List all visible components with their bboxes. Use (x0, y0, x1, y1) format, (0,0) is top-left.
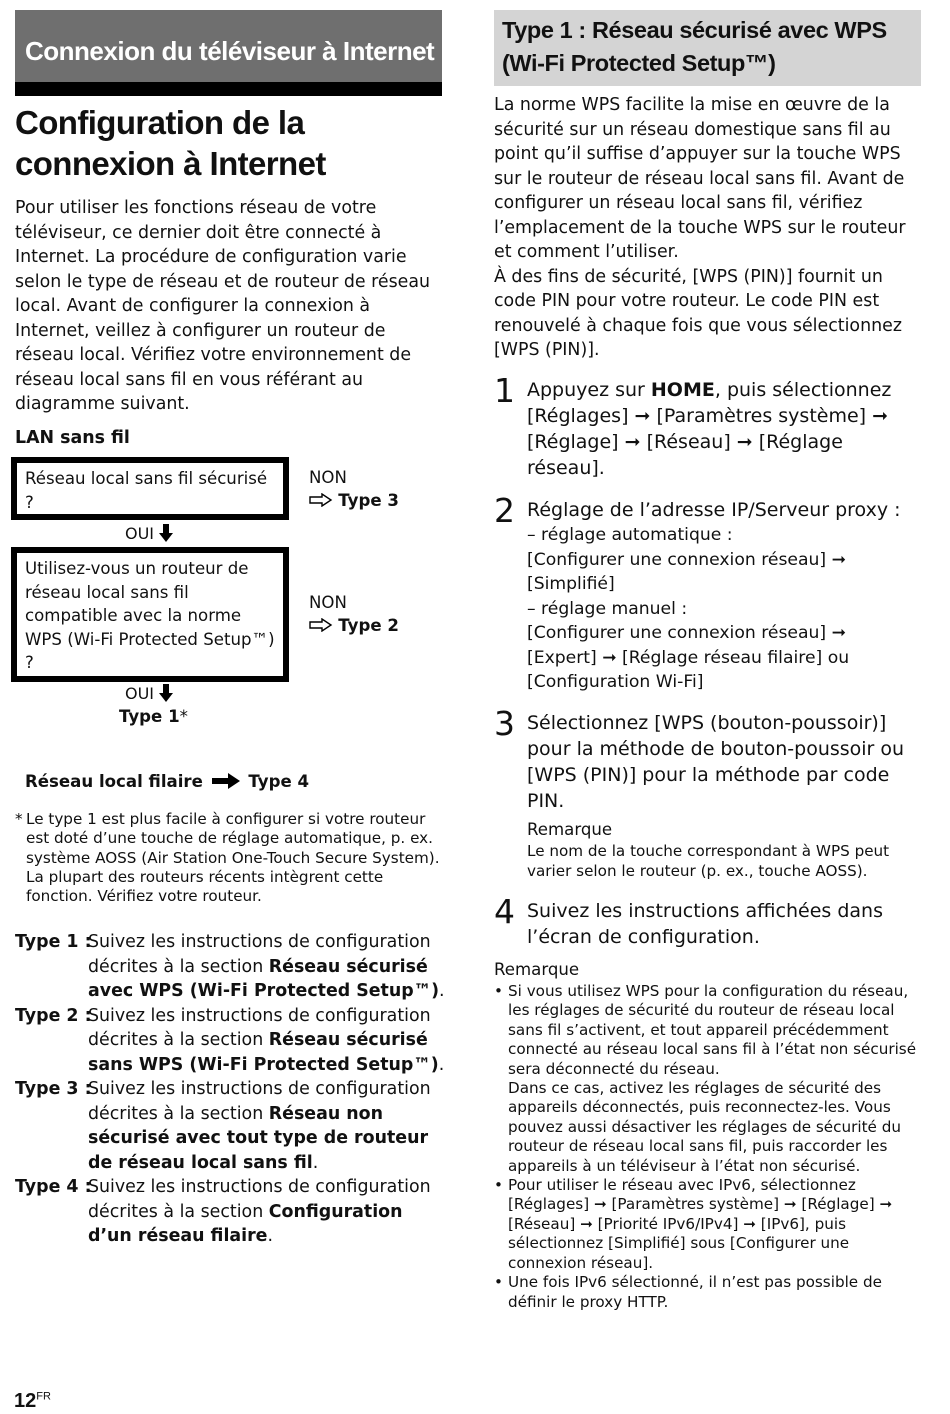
type-label: Type 4 : (15, 1177, 92, 1197)
step-title: Suivez les instructions affichées dans l’écran de configuration. (527, 900, 883, 948)
footnote (15, 810, 450, 906)
type-label: Type 2 : (15, 1005, 92, 1026)
footnote-marker: * (179, 707, 188, 726)
step-number: 3 (494, 704, 515, 743)
type-text: Suivez les instructions de configuration décrites à la section (88, 1005, 431, 1050)
footnote-text: Le type 1 est plus facile à configurer si votre routeur est doté d’une touche de réglage automatique, p. ex. système AOSS (Air Station One-Touch Secure System). La plupart des routeurs récents intègrent cette fonction. Vérifiez votre routeur. (26, 810, 440, 906)
bullet-icon: • (494, 1176, 503, 1195)
type-label: Type 3 : (15, 1079, 92, 1099)
type-link: Réseau non sécurisé avec tout type de routeur de réseau local sans fil (88, 1103, 429, 1173)
remark-text: Si vous utilisez WPS pour la configuration du réseau, les réglages de sécurité du routeur de réseau local sans fil s’activent, et tout appareil précédemment connecté au réseau local sans fil à l’état non sécurisé sera déconnecté du réseau. (508, 982, 917, 1078)
flow-wired-label: Réseau local filaire (25, 772, 203, 791)
page-number-value: 12 (14, 1390, 37, 1412)
type-end: . (439, 981, 445, 1001)
page-number (14, 1390, 51, 1413)
flow-yes-branch-2 (125, 684, 173, 703)
type-end: . (267, 1226, 274, 1246)
flow-target-type2: Type 2 (338, 616, 399, 635)
wps-intro (494, 93, 924, 363)
flow-question-secured-text: Réseau local sans fil sécurisé ? (25, 469, 268, 512)
step-note (527, 818, 924, 881)
section-banner (15, 10, 442, 82)
step-4 (494, 892, 924, 950)
footnote-mark: * (15, 810, 23, 828)
remark-item (494, 1273, 924, 1312)
step-sub-line: [Simplifié] (527, 574, 615, 594)
type-text: Suivez les instructions de configuration décrites à la section (88, 932, 431, 977)
bullet-icon: • (494, 982, 503, 1000)
flow-no-label: NON (309, 468, 347, 487)
home-key-label: HOME (650, 379, 715, 401)
section-divider (15, 82, 442, 96)
type-list (15, 930, 445, 1249)
flow-target-type3: Type 3 (338, 491, 399, 510)
remark-text: Pour utiliser le réseau avec IPv6, sélectionnez [Réglages] ➞ [Paramètres système] ➞ [Réglage] ➞ [Réseau] ➞ [Priorité IPv6/IPv4] ➞ [IPv6], puis sélectionnez [Simplifié] sous [Configurer une connexion réseau]. (508, 1176, 893, 1272)
hollow-arrow-right-icon (309, 493, 333, 507)
step-title: Sélectionnez [WPS (bouton-poussoir)] pour la méthode de bouton-poussoir ou [WPS (PIN)] pour la méthode par code PIN. (527, 712, 905, 812)
remark-text-cont: Dans ce cas, activez les réglages de sécurité des appareils déconnectés, puis reconnectez-les. Vous pouvez aussi désactiver les réglages de sécurité du routeur de réseau local sans fil, puis raccorder les appareils à un téléviseur à l’état non sécurisé. (508, 1079, 901, 1175)
type-text: Suivez les instructions de configuration décrites à la section (88, 1177, 431, 1222)
note-text: Le nom de la touche correspondant à WPS peut varier selon le routeur (p. ex., touche AOSS). (527, 842, 890, 880)
remarks-title: Remarque (494, 960, 580, 979)
flow-question-wps (11, 547, 289, 682)
step-1 (494, 371, 924, 481)
arrow-right-icon (211, 773, 241, 789)
flow-yes-branch-1 (125, 524, 173, 543)
wps-intro-paragraph-1: La norme WPS facilite la mise en œuvre de la sécurité sur un réseau domestique sans fil au point qu’il suffise d’appuyer sur la touche WPS sur le routeur de réseau local sans fil. Avant de configurer un réseau local sans fil, vérifiez l’emplacement de la touche WPS sur le routeur et comment l’utiliser. (494, 95, 906, 262)
section-banner-title: Connexion du téléviseur à Internet (25, 36, 435, 66)
step-sub-line: [Configurer une connexion réseau] ➞ (527, 623, 846, 643)
page-title: Configuration de la connexion à Internet (15, 104, 326, 182)
flow-no-label: NON (309, 593, 347, 612)
flow-question-secured (11, 457, 289, 520)
arrow-down-icon (159, 524, 173, 542)
subsection-banner (494, 10, 921, 86)
step-sub-lines (527, 523, 924, 695)
step-number: 1 (494, 371, 515, 410)
type-item (15, 1175, 445, 1249)
type-link: Configuration d’un réseau filaire (88, 1201, 403, 1246)
remarks-list (494, 982, 924, 1312)
step-sub-line: – réglage manuel : (527, 598, 688, 619)
flow-target-type4: Type 4 (248, 772, 310, 791)
step-sub-line: [Expert] ➞ [Réglage réseau filaire] ou (527, 647, 850, 668)
page-locale: FR (36, 1390, 51, 1403)
flow-question-wps-text: Utilisez-vous un routeur de réseau local sans fil compatible avec la norme WPS (Wi-Fi Protected Setup™) ? (25, 559, 275, 672)
type-item (15, 1077, 445, 1175)
subsection-title: Type 1 : Réseau sécurisé avec WPS (Wi-Fi Protected Setup™) (502, 17, 887, 76)
type-label: Type 1 : (15, 932, 92, 952)
step-3 (494, 704, 924, 881)
hollow-arrow-right-icon (309, 618, 333, 632)
type-item (15, 1004, 445, 1078)
type-link: Réseau sécurisé avec WPS (Wi-Fi Protected Setup™) (88, 956, 440, 1001)
step-number: 2 (494, 491, 515, 530)
wireless-lan-title: LAN sans fil (15, 428, 130, 448)
flow-target-type1-label: Type 1 (119, 707, 180, 726)
flow-target-type1 (119, 707, 188, 726)
remark-item (494, 982, 924, 1176)
type-end: . (438, 1054, 445, 1075)
intro-paragraph: Pour utiliser les fonctions réseau de votre téléviseur, ce dernier doit être connecté à Internet. La procédure de configuration varie selon le type de réseau et de routeur de réseau local. Avant de configurer la connexion à Internet, veillez à configurer un routeur de réseau local. Vérifiez votre environnement de réseau local sans fil en vous référant au diagramme suivant. (15, 198, 431, 414)
type-item (15, 930, 445, 1004)
remark-text: Une fois IPv6 sélectionné, il n’est pas possible de définir le proxy HTTP. (508, 1273, 882, 1311)
step-number: 4 (494, 892, 515, 931)
flow-no-branch-2 (309, 591, 399, 637)
arrow-down-icon (159, 684, 173, 702)
flow-wired-lan (25, 772, 309, 791)
wps-intro-paragraph-2: À des fins de sécurité, [WPS (PIN)] fournit un code PIN pour votre routeur. Le code PIN est renouvelé à chaque fois que vous sélectionnez [WPS (PIN)]. (494, 266, 902, 360)
type-text: Suivez les instructions de configuration décrites à la section (88, 1079, 431, 1124)
note-title: Remarque (527, 820, 613, 839)
step-2 (494, 491, 924, 695)
bullet-icon: • (494, 1273, 503, 1292)
type-end: . (312, 1152, 319, 1173)
step-sub-line: – réglage automatique : (527, 525, 733, 545)
flow-yes-label: OUI (125, 524, 155, 543)
step-sub-line: [Configuration Wi-Fi] (527, 672, 704, 692)
step-text-cont: , puis sélectionnez [Réglages] ➞ [Paramètres système] ➞ [Réglage] ➞ [Réseau] ➞ [Réglage réseau]. (527, 379, 892, 479)
type-link: Réseau sécurisé sans WPS (Wi-Fi Protected Setup™) (88, 1030, 439, 1075)
remarks (494, 958, 924, 1312)
step-title: Réglage de l’adresse IP/Serveur proxy : (527, 499, 901, 521)
remark-item (494, 1176, 924, 1273)
flow-no-branch-1 (309, 466, 399, 512)
step-text: Appuyez sur (527, 379, 651, 401)
flow-yes-label: OUI (125, 684, 155, 703)
step-sub-line: [Configurer une connexion réseau] ➞ (527, 549, 846, 570)
